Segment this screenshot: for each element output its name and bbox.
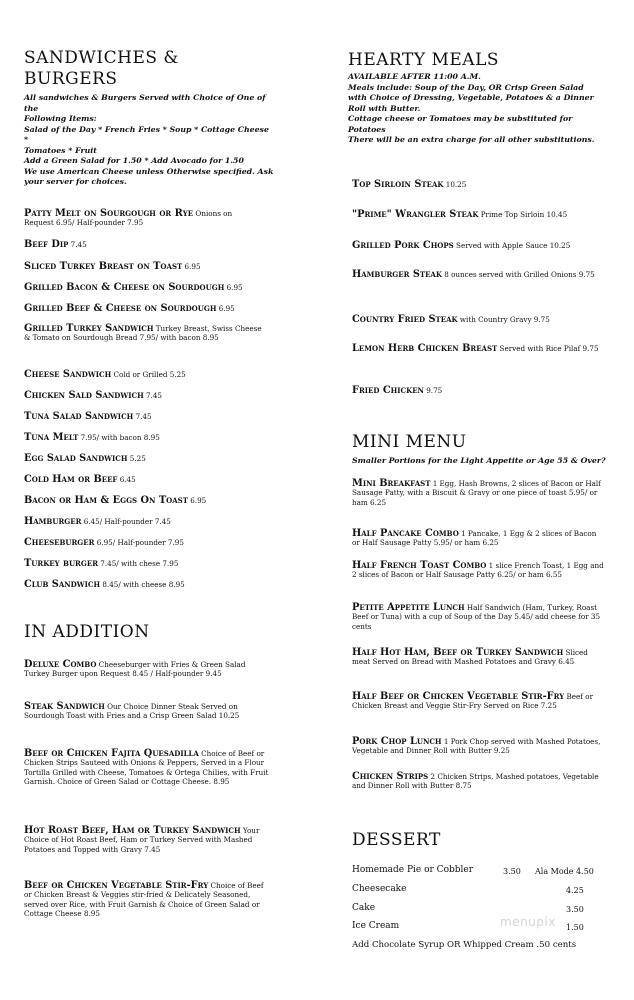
item-name: Mini Breakfast: [352, 478, 431, 489]
item-name: Bacon or Ham & Eggs On Toast: [24, 495, 188, 506]
item-name: Half French Toast Combo: [352, 560, 487, 571]
item-name: Fried Chicken: [352, 385, 424, 396]
item-desc: Choice of Beef or Chicken Breast & Veggies stir-fried & Delicately Seasoned, served over Rice, with Fruit Garnish & Choice of Green Salad or Cottage Cheese 8.95: [24, 881, 264, 919]
addition-title: IN ADDITION: [24, 622, 150, 642]
menu-item: [352, 241, 570, 250]
item-name: Patty Melt on Sourgough or Rye: [24, 208, 194, 219]
menu-item: [24, 496, 206, 505]
item-name: Lemon Herb Chicken Breast: [352, 343, 498, 354]
menu-item: [352, 210, 567, 219]
menu-item: [24, 283, 243, 292]
item-desc: 6.95: [182, 262, 201, 271]
hearty-intro-line: There will be an extra charge for all other substitutions.: [348, 135, 595, 144]
item-desc: Sliced meat Served on Bread with Mashed Potatoes and Gravy 6.45: [352, 648, 588, 667]
item-name: Deluxe Combo: [24, 659, 97, 670]
hearty-title: HEARTY MEALS: [348, 50, 500, 70]
dessert-price: 3.50: [566, 905, 584, 914]
menu-item: [24, 433, 160, 442]
dessert-title: DESSERT: [352, 830, 441, 850]
item-desc: 8.45/ with cheese 8.95: [100, 580, 185, 589]
item-desc: Cheeseburger with Fries & Green Salad Turkey Burger upon Request 8.45 / Half-pounder 9.45: [24, 660, 246, 679]
menu-item: [24, 262, 201, 271]
sandwiches-intro-line: Tomatoes * Fruit: [24, 145, 97, 155]
item-name: Cheeseburger: [24, 537, 95, 548]
item-desc: 6.95: [216, 304, 235, 313]
menu-item: [24, 559, 178, 568]
item-desc: 1 slice French Toast, 1 Egg and 2 slices of Bacon or Half Sausage Patty 6.25/ or ham 6.55: [352, 561, 604, 580]
hearty-intro-line: Roll with Butter.: [348, 103, 421, 113]
menu-item: [24, 412, 152, 421]
mini-title: MINI MENU: [352, 432, 467, 452]
hearty-intro: [348, 72, 610, 146]
menu-item: [352, 692, 604, 711]
item-desc: Beef or Chicken Breast and Veggie Stir-Fry Served on Rice 7.25: [352, 692, 594, 711]
item-desc: Served with Apple Sauce 10.25: [453, 241, 571, 250]
item-name: Half Hot Ham, Beef or Turkey Sandwich: [352, 647, 564, 658]
dessert-price: 4.25: [566, 886, 584, 895]
item-desc: 1 Pork Chop served with Mashed Potatoes, Vegetable and Dinner Roll with Butter 9.25: [352, 737, 601, 756]
item-name: Hamburger: [24, 516, 82, 527]
menu-item: [24, 749, 269, 787]
sandwiches-intro-line: We use American Cheese unless Otherwise specified. Ask: [24, 166, 274, 176]
menu-item: [352, 772, 604, 791]
item-desc: 1 Egg, Hash Browns, 2 slices of Bacon or Half Sausage Patty, with a Biscuit & Gravy or one piece of toast 5.95/ or ham 6.25: [352, 479, 601, 507]
item-desc: 8 ounces served with Grilled Onions 9.75: [441, 270, 595, 279]
menu-item: [24, 881, 269, 919]
menu-item: [24, 660, 269, 679]
hearty-intro-line: Meals include: Soup of the Day, OR Crisp Green Salad: [348, 82, 584, 92]
hearty-intro-line: AVAILABLE AFTER 11:00 A.M.: [348, 72, 481, 81]
item-name: Hamburger Steak: [352, 269, 442, 280]
menu-item: [352, 180, 466, 189]
item-desc: Your Choice of Hot Roast Beef, Ham or Turkey Served with Mashed Potatoes and Topped with Gravy 7.45: [24, 826, 260, 854]
sandwiches-intro-line: All sandwiches & Burgers Served with Choice of One of the: [24, 93, 266, 113]
menu-item: [352, 270, 602, 279]
item-name: Hot Roast Beef, Ham or Turkey Sandwich: [24, 825, 241, 836]
dessert-name: Cake: [352, 903, 376, 913]
item-desc: Our Choice Dinner Steak Served on Sourdough Toast with Fries and a Crisp Green Salad 10.25: [24, 702, 240, 721]
menu-item: [24, 209, 264, 228]
item-desc: 1 Pancake, 1 Egg & 2 slices of Bacon or Half Sausage Patty 5.95/ or ham 6.25: [352, 529, 597, 548]
item-name: Grilled Pork Chops: [352, 240, 454, 251]
item-name: Country Fried Steak: [352, 314, 458, 325]
menu-item: [352, 529, 604, 548]
item-name: Beef or Chicken Vegetable Stir-Fry: [24, 880, 209, 891]
item-name: Cold Ham or Beef: [24, 474, 118, 485]
item-name: Beef Dip: [24, 239, 69, 250]
item-desc: 10.25: [443, 180, 467, 189]
menu-item: [352, 603, 604, 631]
dessert-name: Ice Cream: [352, 921, 400, 931]
sandwiches-title-line1: SANDWICHES &: [24, 48, 180, 68]
menu-item: [24, 391, 162, 400]
item-desc: 7.45/ with chese 7.95: [98, 559, 179, 568]
item-name: Pork Chop Lunch: [352, 736, 442, 747]
item-name: Club Sandwich: [24, 579, 101, 590]
menu-item: [24, 702, 269, 721]
mini-intro: Smaller Portions for the Light Appetite or Age 55 & Over?: [352, 456, 606, 465]
item-desc: 2 Chicken Strips, Mashed potatoes, Vegetable and Dinner Roll with Butter 8.75: [352, 772, 599, 791]
sandwiches-title-line2: BURGERS: [24, 69, 118, 89]
item-desc: 6.45/ Half-pounder 7.45: [81, 517, 171, 526]
menu-item: [352, 737, 604, 756]
watermark: menupix: [500, 915, 556, 929]
item-desc: Half Sandwich (Ham, Turkey, Roast Beef or Tuna) with a cup of Soup of the Day 5.45/ add cheese for 35 cents: [352, 603, 601, 631]
hearty-intro-line: Cottage cheese or Tomatoes may be substituted for Potatoes: [348, 114, 573, 134]
item-desc: 9.75: [423, 386, 443, 395]
menu-item: [24, 517, 171, 526]
item-name: Chicken Strips: [352, 771, 429, 782]
dessert-name: Cheesecake: [352, 884, 407, 894]
item-name: Egg Salad Sandwich: [24, 453, 128, 464]
item-desc: Choice of Beef or Chicken Strips Sauteed with Onions & Peppers, Served in a Flour Tortilla Grilled with Cheese, Tomatoes & Ortega Chilies, with Fruit Garnish. Choice of Green Salad or Cottage Cheese. 8.95: [24, 749, 269, 787]
menu-item: [24, 826, 269, 854]
item-name: Petite Appetite Lunch: [352, 602, 465, 613]
menu-item: [352, 648, 604, 667]
item-name: Tuna Salad Sandwich: [24, 411, 134, 422]
menu-item: [24, 304, 235, 313]
item-desc: 7.45: [68, 240, 87, 249]
sandwiches-section: [24, 48, 274, 188]
item-desc: Cold or Grilled 5.25: [111, 370, 186, 379]
item-name: Grilled Beef & Cheese on Sourdough: [24, 303, 217, 314]
item-name: Half Beef or Chicken Vegetable Stir-Fry: [352, 691, 565, 702]
item-desc: 7.95/ with bacon 8.95: [78, 433, 160, 442]
item-name: Steak Sandwich: [24, 701, 105, 712]
item-desc: 6.95: [224, 283, 243, 292]
hearty-intro-line: with Choice of Dressing, Vegetable, Potatoes & a Dinner: [348, 93, 594, 102]
menu-item: [24, 454, 146, 463]
menu-item: [24, 324, 264, 343]
menu-item: [352, 386, 442, 395]
item-desc: 7.45: [143, 391, 162, 400]
menu-item: [24, 538, 184, 547]
menu-item: [352, 344, 602, 353]
sandwiches-intro-line: Salad of the Day * French Fries * Soup * Cottage Cheese *: [24, 124, 269, 144]
item-desc: Turkey Breast, Swiss Cheese & Tomato on Sourdough Bread 7.95/ with bacon 8.95: [24, 324, 262, 343]
item-name: Chicken Sald Sandwich: [24, 390, 144, 401]
menu-item: [352, 479, 604, 507]
sandwiches-intro-line: your server for choices.: [24, 177, 127, 186]
menu-item: [352, 315, 550, 324]
item-name: Half Pancake Combo: [352, 528, 459, 539]
dessert-addon: Add Chocolate Syrup OR Whipped Cream .50 cents: [352, 940, 577, 950]
dessert-row: [352, 865, 473, 875]
sandwiches-intro-line: Add a Green Salad for 1.50 * Add Avocado for 1.50: [24, 156, 244, 165]
item-name: Grilled Turkey Sandwich: [24, 323, 154, 334]
menu-item: [24, 370, 186, 379]
item-desc: 6.95: [187, 496, 207, 505]
item-desc: Prime Top Sirloin 10.45: [478, 210, 568, 219]
menu-item: [24, 580, 185, 589]
item-desc: 6.45: [117, 475, 136, 484]
item-name: "Prime" Wrangler Steak: [352, 209, 479, 220]
item-desc: Onions on Request 6.95/ Half-pounder 7.95: [24, 209, 233, 228]
menu-item: [24, 475, 136, 484]
item-desc: 7.45: [133, 412, 152, 421]
item-name: Turkey burger: [24, 558, 99, 569]
item-name: Top Sirloin Steak: [352, 179, 444, 190]
menu-item: [24, 240, 87, 249]
menu-item: [352, 561, 604, 580]
dessert-price: 1.50: [566, 923, 584, 932]
item-name: Sliced Turkey Breast on Toast: [24, 261, 183, 272]
item-name: Beef or Chicken Fajita Quesadilla: [24, 748, 199, 759]
sandwiches-intro: [24, 93, 274, 188]
item-desc: Served with Rice Pilaf 9.75: [497, 344, 599, 353]
item-desc: 5.25: [127, 454, 146, 463]
item-desc: 6.95/ Half-pounder 7.95: [94, 538, 184, 547]
item-name: Grilled Bacon & Cheese on Sourdough: [24, 282, 225, 293]
dessert-name: Homemade Pie or Cobbler: [352, 865, 474, 875]
sandwiches-intro-line: Following Items:: [24, 114, 97, 123]
dessert-extra: Ala Mode 4.50: [535, 867, 594, 876]
item-desc: with Country Gravy 9.75: [457, 315, 550, 324]
item-name: Tuna Melt: [24, 432, 79, 443]
item-name: Cheese Sandwich: [24, 369, 112, 380]
dessert-price: 3.50: [503, 867, 521, 876]
